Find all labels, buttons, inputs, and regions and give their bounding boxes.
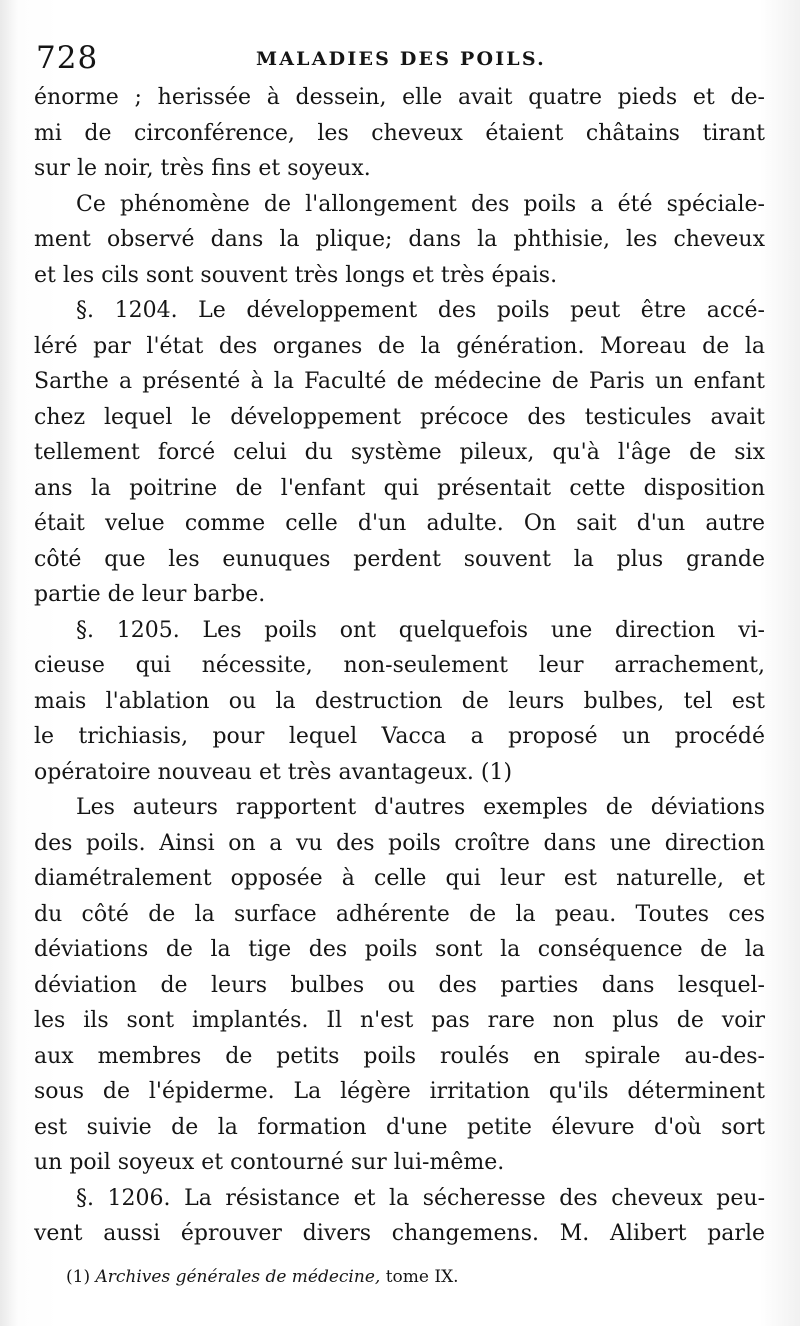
footnote-marker: (1) [66, 1267, 91, 1287]
text-line: §. 1204. Le développement des poils peut être accé- [76, 298, 765, 323]
text-line: opératoire nouveau et très avantageux. (1) [34, 759, 513, 785]
body-text [34, 80, 765, 1252]
text-line: sous de l'épiderme. La légère irritation qu'ils déterminent [34, 1079, 765, 1104]
text-line: chez lequel le développement précoce des testicules avait [34, 404, 765, 430]
page-header [36, 38, 766, 82]
text-line: est suivie de la formation d'une petite élevure d'où sort [34, 1114, 765, 1140]
page-number: 728 [36, 40, 99, 76]
text-line: tellement forcé celui du système pileux, qu'à l'âge de six [34, 440, 765, 465]
running-title: MALADIES DES POILS. [256, 48, 546, 70]
text-line: mais l'ablation ou la destruction de leurs bulbes, tel est [34, 688, 765, 714]
text-line: §. 1206. La résistance et la sécheresse des cheveux peu- [76, 1185, 765, 1211]
text-line: côté que les eunuques perdent souvent la plus grande [34, 546, 765, 572]
text-line: léré par l'état des organes de la génération. Moreau de la [34, 333, 765, 359]
text-line: Sarthe a présenté à la Faculté de médecine de Paris un enfant [34, 369, 765, 394]
text-line: du côté de la surface adhérente de la peau. Toutes ces [34, 901, 765, 927]
text-line: déviation de leurs bulbes ou des parties dans lesquel- [34, 972, 765, 998]
footnote-title: Archives générales de médecine, [95, 1267, 381, 1287]
footnote [66, 1262, 459, 1292]
text-line: Les auteurs rapportent d'autres exemples de déviations [76, 795, 765, 820]
text-line: ment observé dans la plique; dans la phthisie, les cheveux [34, 227, 765, 252]
footnote-detail: tome IX. [385, 1267, 459, 1287]
text-line: des poils. Ainsi on a vu des poils croître dans une direction [34, 830, 765, 856]
text-line: partie de leur barbe. [34, 582, 266, 607]
text-line: était velue comme celle d'un adulte. On sait d'un autre [34, 511, 765, 536]
text-line: un poil soyeux et contourné sur lui-même. [34, 1150, 505, 1175]
text-line: Ce phénomène de l'allongement des poils a été spéciale- [76, 191, 765, 217]
text-line: mi de circonférence, les cheveux étaient châtains tirant [34, 120, 765, 146]
text-line: diamétralement opposée à celle qui leur est naturelle, et [34, 866, 765, 891]
text-line: cieuse qui nécessite, non-seulement leur arrachement, [34, 653, 765, 678]
text-line: §. 1205. Les poils ont quelquefois une direction vi- [76, 617, 765, 643]
text-line: le trichiasis, pour lequel Vacca a proposé un procédé [34, 724, 765, 749]
text-line: aux membres de petits poils roulés en spirale au-des- [34, 1043, 765, 1069]
text-line: sur le noir, très fins et soyeux. [34, 156, 371, 181]
text-line: vent aussi éprouver divers changemens. M. Alibert parle [34, 1221, 765, 1246]
text-line: énorme ; herissée à dessein, elle avait quatre pieds et de- [34, 85, 765, 110]
text-line: déviations de la tige des poils sont la conséquence de la [34, 937, 765, 962]
text-line: les ils sont implantés. Il n'est pas rare non plus de voir [34, 1008, 765, 1033]
text-line: ans la poitrine de l'enfant qui présentait cette disposition [34, 475, 765, 501]
text-line: et les cils sont souvent très longs et très épais. [34, 262, 558, 288]
